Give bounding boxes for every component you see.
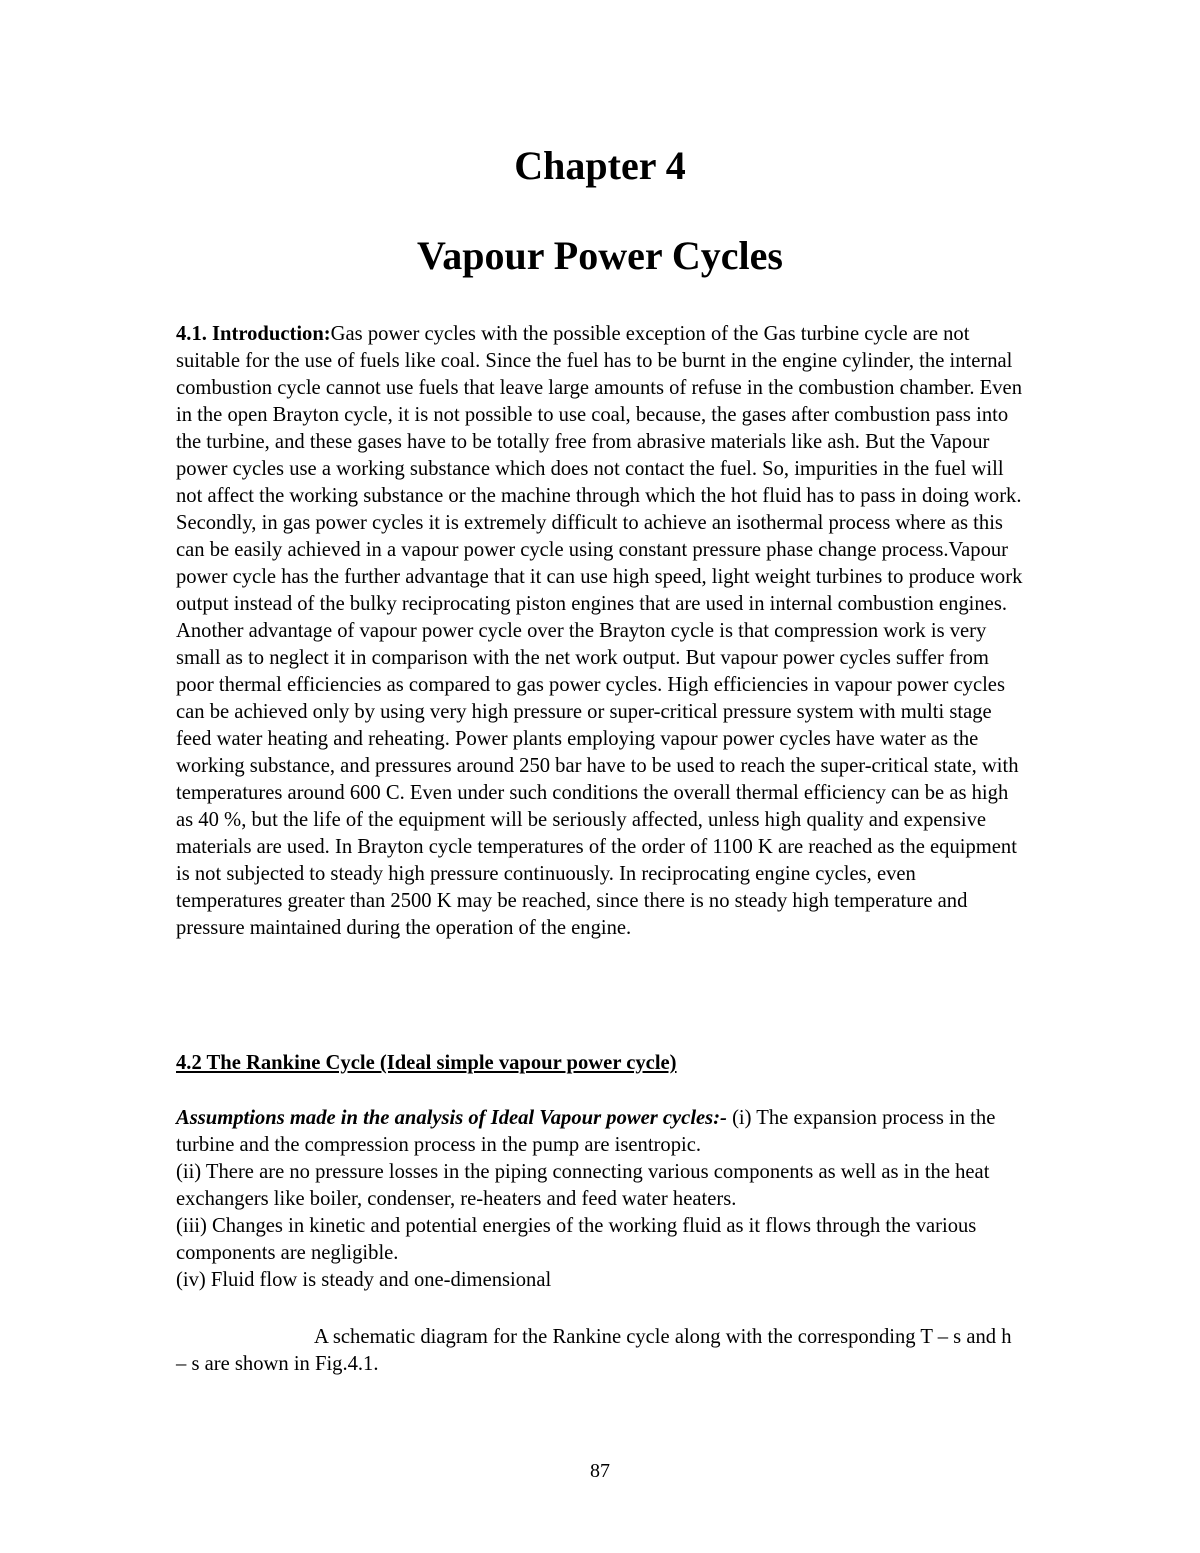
introduction-section bbox=[176, 321, 1026, 942]
introduction-heading: 4.1. Introduction: bbox=[176, 323, 331, 345]
page-number: 87 bbox=[590, 1460, 610, 1482]
assumption-item-1 bbox=[176, 1105, 1026, 1159]
assumption-item-4: (iv) Fluid flow is steady and one-dimensional bbox=[176, 1269, 552, 1291]
assumption-item-3: (iii) Changes in kinetic and potential energies of the working fluid as it flows through the various components are negligible. bbox=[176, 1215, 977, 1264]
assumptions-section bbox=[176, 1105, 1026, 1294]
assumption-item-2: (ii) There are no pressure losses in the piping connecting various components as well as in the heat exchangers like boiler, condenser, re-heaters and feed water heaters. bbox=[176, 1161, 990, 1210]
schematic-text-wrapper bbox=[176, 1324, 1026, 1378]
schematic-paragraph bbox=[176, 1324, 1026, 1378]
section-heading-rankine: 4.2 The Rankine Cycle (Ideal simple vapour power cycle) bbox=[176, 1052, 677, 1074]
chapter-label: Chapter 4 bbox=[514, 143, 686, 188]
assumptions-heading: Assumptions made in the analysis of Ideal Vapour power cycles:- bbox=[176, 1107, 727, 1129]
introduction-text: Gas power cycles with the possible exception of the Gas turbine cycle are not suitable for the use of fuels like coal. Since the fuel has to be burnt in the engine cylinder, the internal combustion cycle cannot use fuels that leave large amounts of refuse in the combustion chamber. Even in the open Brayton cycle, it is not possible to use coal, because, the gases after combustion pass into the turbine, and these gases have to be totally free from abrasive materials like ash. But the Vapour power cycles use a working substance which does not contact the fuel. So, impurities in the fuel will not affect the working substance or the machine through which the hot fluid has to pass in doing work. Secondly, in gas power cycles it is extremely difficult to achieve an isothermal process where as this can be easily achieved in a vapour power cycle using constant pressure phase change process.Vapour power cycle has the further advantage that it can use high speed, light weight turbines to produce work output instead of the bulky reciprocating piston engines that are used in internal combustion engines. Another advantage of vapour power cycle over the Brayton cycle is that compression work is very small as to neglect it in comparison with the net work output. But vapour power cycles suffer from poor thermal efficiencies as compared to gas power cycles. High efficiencies in vapour power cycles can be achieved only by using very high pressure or super-critical pressure system with multi stage feed water heating and reheating. Power plants employing vapour power cycles have water as the working substance, and pressures around 250 bar have to be used to reach the super-critical state, with temperatures around 600 C. Even under such conditions the overall thermal efficiency can be as high as 40 %, but the life of the equipment will be seriously affected, unless high quality and expensive materials are used. In Brayton cycle temperatures of the order of 1100 K are reached as the equipment is not subjected to steady high pressure continuously. In reciprocating engine cycles, even temperatures greater than 2500 K may be reached, since there is no steady high temperature and pressure maintained during the operation of the engine. bbox=[176, 323, 1023, 939]
assumption-text-1: (i) The expansion process in the turbine and the compression process in the pump are isentropic. bbox=[176, 1107, 996, 1156]
schematic-text: A schematic diagram for the Rankine cycle along with the corresponding T – s and h – s are shown in Fig.4.1. bbox=[176, 1326, 1012, 1375]
introduction-paragraph bbox=[176, 321, 1026, 942]
chapter-title: Vapour Power Cycles bbox=[417, 233, 783, 278]
